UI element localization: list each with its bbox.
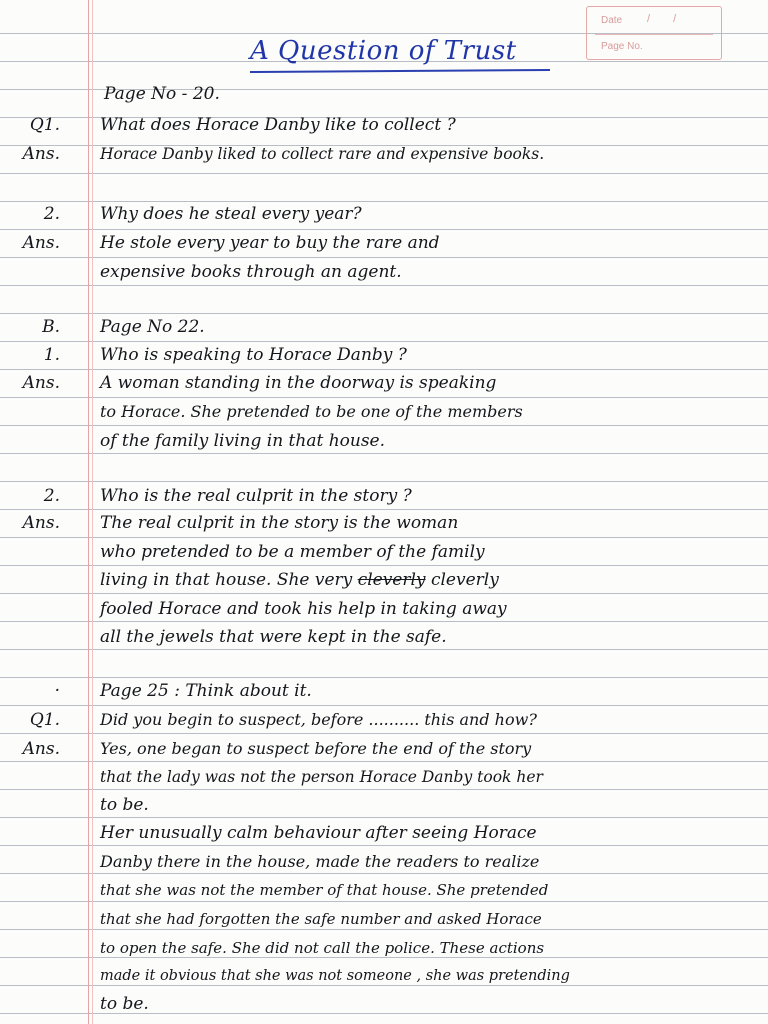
- answer-continuation: [0, 934, 768, 962]
- row-label: [0, 763, 60, 791]
- answer-continuation: [0, 848, 768, 876]
- answer-text-part: cleverly: [430, 570, 499, 590]
- answer-row: [0, 140, 768, 168]
- answer-continuation: [0, 427, 768, 455]
- answer-text-part: living in that house. She very: [100, 570, 353, 590]
- question-text: Did you begin to suspect, before .......... this and how?: [100, 710, 537, 729]
- answer-text: Yes, one began to suspect before the end of the story: [100, 739, 532, 758]
- answer-continuation: [0, 876, 768, 904]
- question-row: [0, 482, 768, 510]
- row-text: Page No - 20.: [104, 84, 220, 104]
- question-number: 1.: [43, 345, 60, 365]
- question-text: Who is the real culprit in the story ?: [100, 486, 412, 506]
- answer-text: Horace Danby liked to collect rare and expensive books.: [100, 145, 545, 163]
- answer-text: made it obvious that she was not someone , she was pretending: [100, 968, 570, 984]
- row-label: [0, 566, 60, 594]
- question-text: Why does he steal every year?: [100, 204, 362, 224]
- answer-continuation: [0, 819, 768, 847]
- question-text: Who is speaking to Horace Danby ?: [100, 345, 407, 365]
- answer-continuation: [0, 962, 768, 990]
- answer-label: Ans.: [22, 233, 60, 253]
- row-label: [0, 595, 60, 623]
- row-label: [0, 819, 60, 847]
- answer-row: [0, 369, 768, 397]
- answer-text: to be.: [100, 795, 149, 815]
- answer-continuation: [0, 595, 768, 623]
- section-heading: Page No 22.: [100, 317, 205, 337]
- answer-text: of the family living in that house.: [100, 431, 386, 451]
- row-label: [0, 962, 60, 990]
- row-label: [0, 791, 60, 819]
- row-label: [0, 427, 60, 455]
- title-underline: [250, 69, 550, 73]
- answer-continuation: [0, 538, 768, 566]
- answer-text: who pretended to be a member of the family: [100, 542, 485, 562]
- page-title: A Question of Trust: [250, 36, 517, 66]
- answer-text: Her unusually calm behaviour after seeing Horace: [100, 823, 537, 843]
- answer-row: [0, 229, 768, 257]
- row-label: [0, 398, 60, 426]
- row-label: [0, 623, 60, 651]
- section-heading-row: [0, 313, 768, 341]
- date-slashes: / /: [647, 13, 687, 25]
- answer-row: [0, 735, 768, 763]
- answer-label: Ans.: [22, 739, 60, 759]
- answer-text: that the lady was not the person Horace Danby took her: [100, 768, 543, 786]
- answer-text: that she was not the member of that house. She pretended: [100, 881, 549, 899]
- section-heading-row: [0, 677, 768, 705]
- answer-continuation: [0, 763, 768, 791]
- answer-label: Ans.: [22, 513, 60, 533]
- answer-label: Ans.: [22, 144, 60, 164]
- question-row: [0, 341, 768, 369]
- row-label: [0, 848, 60, 876]
- section-marker: ·: [54, 681, 60, 701]
- page-number-label: Page No.: [601, 41, 643, 52]
- question-number: 2.: [43, 486, 60, 506]
- struck-word: cleverly: [357, 570, 426, 590]
- answer-text: that she had forgotten the safe number and asked Horace: [100, 910, 542, 928]
- answer-text: fooled Horace and took his help in taking away: [100, 599, 507, 619]
- section-marker: B.: [42, 317, 60, 337]
- answer-text: to open the safe. She did not call the police. These actions: [100, 939, 545, 957]
- question-number: Q1.: [29, 710, 60, 730]
- answer-continuation: [0, 791, 768, 819]
- answer-text: The real culprit in the story is the woman: [100, 513, 459, 533]
- row-label: [0, 80, 60, 108]
- answer-text: all the jewels that were kept in the safe.: [100, 627, 447, 647]
- answer-text: expensive books through an agent.: [100, 262, 402, 282]
- question-row: [0, 111, 768, 139]
- date-box-divider: [595, 34, 713, 35]
- answer-text: to be.: [100, 994, 149, 1014]
- answer-continuation: [0, 398, 768, 426]
- date-page-box: [586, 6, 722, 60]
- answer-text: A woman standing in the doorway is speaking: [100, 373, 497, 393]
- row-label: [0, 876, 60, 904]
- question-number: 2.: [43, 204, 60, 224]
- answer-continuation: [0, 566, 768, 594]
- answer-continuation: [0, 990, 768, 1018]
- row-label: [0, 538, 60, 566]
- answer-label: Ans.: [22, 373, 60, 393]
- row-label: [0, 905, 60, 933]
- answer-continuation: [0, 905, 768, 933]
- row-label: [0, 258, 60, 286]
- answer-text: to Horace. She pretended to be one of the members: [100, 402, 523, 421]
- answer-continuation: [0, 258, 768, 286]
- answer-continuation: [0, 623, 768, 651]
- row-label: [0, 934, 60, 962]
- question-row: [0, 706, 768, 734]
- row-label: [0, 990, 60, 1018]
- answer-text: [100, 566, 499, 594]
- question-row: [0, 200, 768, 228]
- answer-row: [0, 509, 768, 537]
- date-label: Date: [601, 15, 623, 26]
- answer-text: He stole every year to buy the rare and: [100, 233, 440, 253]
- answer-text: Danby there in the house, made the readers to realize: [100, 852, 540, 871]
- line-row: [0, 80, 768, 108]
- section-heading: Page 25 : Think about it.: [100, 681, 312, 701]
- question-text: What does Horace Danby like to collect ?: [100, 115, 456, 135]
- question-number: Q1.: [29, 115, 60, 135]
